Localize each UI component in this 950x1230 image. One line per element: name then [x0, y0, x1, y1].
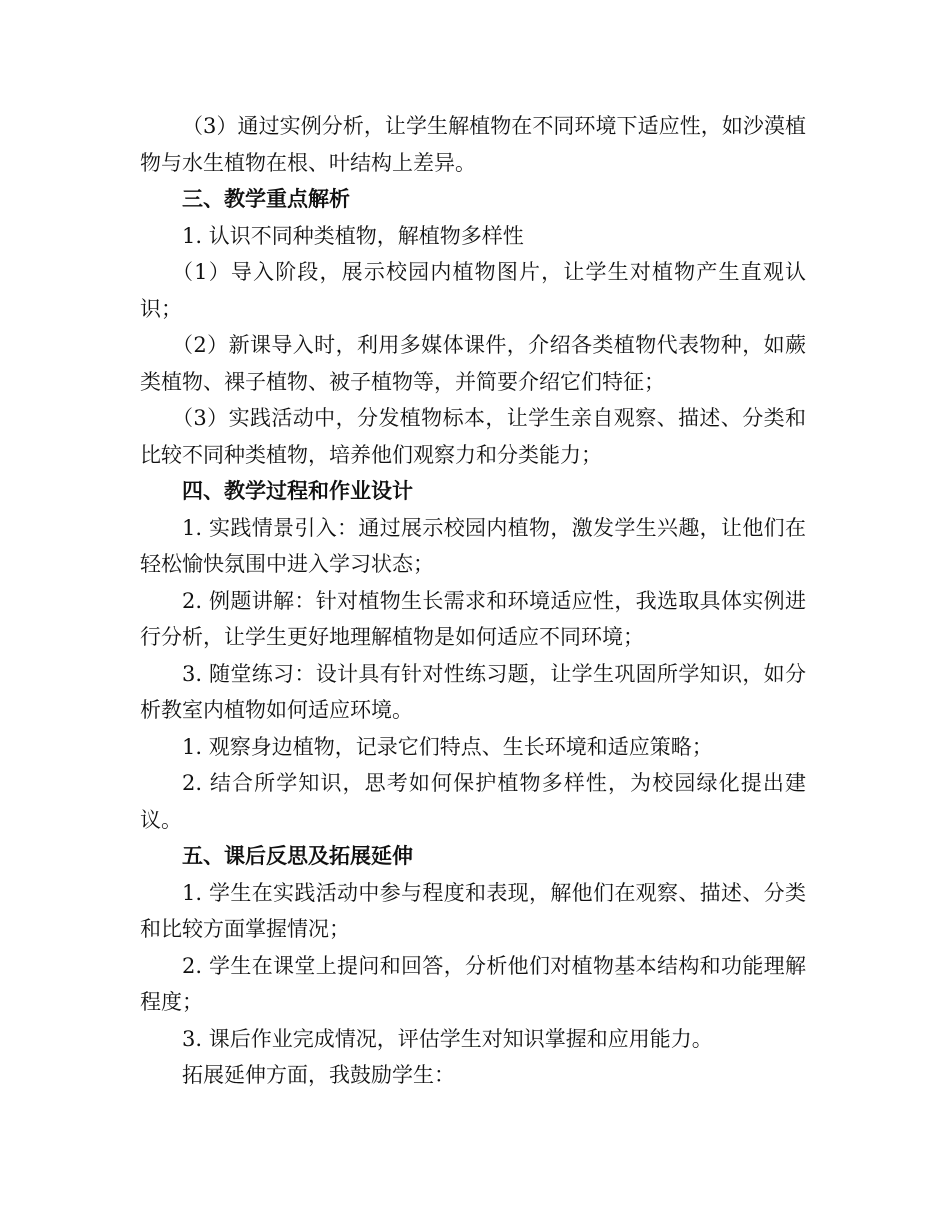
paragraph-key-point-1-step-3: （3）实践活动中，分发植物标本，让学生亲自观察、描述、分类和比较不同种类植物，培养他们观察力和分类能力；: [140, 406, 806, 467]
paragraph-key-point-1-step-1: （1）导入阶段，展示校园内植物图片，让学生对植物产生直观认识；: [140, 260, 806, 321]
paragraph-reflection-2: 2. 学生在课堂上提问和回答，分析他们对植物基本结构和功能理解程度；: [140, 953, 806, 1014]
section-heading-key-points: 三、教学重点解析: [182, 187, 350, 211]
paragraph-reflection-3: 3. 课后作业完成情况，评估学生对知识掌握和应用能力。: [182, 1026, 713, 1051]
paragraph-objective-3: （3）通过实例分析，让学生解植物在不同环境下适应性，如沙漠植物与水生植物在根、叶结构上差异。: [140, 114, 806, 175]
paragraph-key-point-1: 1. 认识不同种类植物，解植物多样性: [182, 223, 524, 248]
paragraph-reflection-1: 1. 学生在实践活动中参与程度和表现，解他们在观察、描述、分类和比较方面掌握情况；: [140, 880, 806, 941]
paragraph-homework-1: 1. 观察身边植物，记录它们特点、生长环境和适应策略；: [182, 734, 713, 759]
paragraph-key-point-1-step-2: （2）新课导入时，利用多媒体课件，介绍各类植物代表物种，如蕨类植物、裸子植物、被子植物等，并简要介绍它们特征；: [140, 333, 806, 394]
paragraph-extension-intro: 拓展延伸方面，我鼓励学生：: [182, 1063, 455, 1087]
paragraph-process-3: 3. 随堂练习：设计具有针对性练习题，让学生巩固所学知识，如分析教室内植物如何适应环境。: [140, 661, 806, 722]
paragraph-homework-2: 2. 结合所学知识，思考如何保护植物多样性，为校园绿化提出建议。: [140, 771, 806, 832]
section-heading-process: 四、教学过程和作业设计: [182, 479, 413, 503]
document-body: [140, 108, 806, 1094]
section-heading-reflection: 五、课后反思及拓展延伸: [182, 844, 413, 868]
paragraph-process-2: 2. 例题讲解：针对植物生长需求和环境适应性，我选取具体实例进行分析，让学生更好地理解植物是如何适应不同环境；: [140, 588, 806, 649]
paragraph-process-1: 1. 实践情景引入：通过展示校园内植物，激发学生兴趣，让他们在轻松愉快氛围中进入学习状态；: [140, 515, 806, 576]
